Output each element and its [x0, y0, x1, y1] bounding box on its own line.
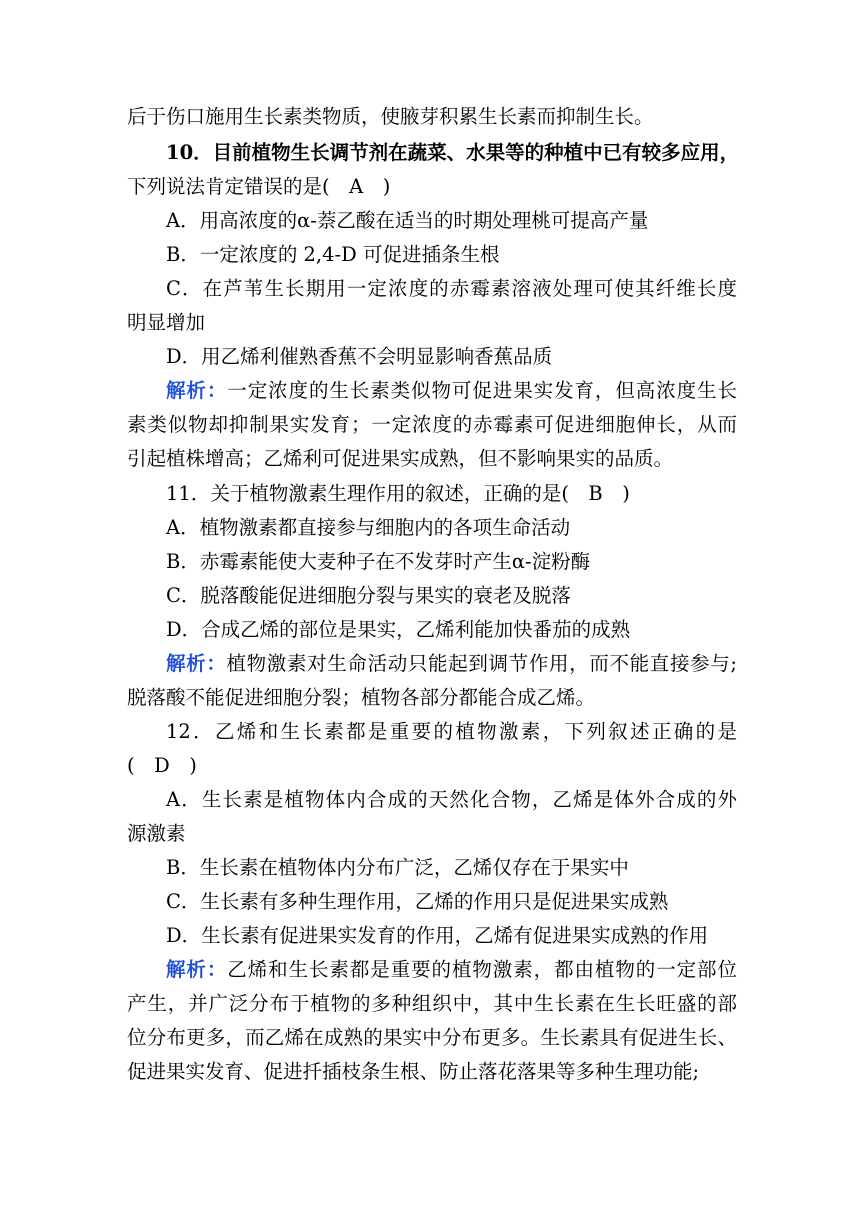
question-10-option-d: D．用乙烯利催熟香蕉不会明显影响香蕉品质 [166, 345, 553, 368]
question-10-option-c: C．在芦苇生长期用一定浓度的赤霉素溶液处理可使其纤维长度 [166, 277, 737, 300]
question-10-option-c-cont: 明显增加 [127, 311, 206, 334]
analysis-label: 解析： [166, 958, 228, 981]
text-line: 后于伤口施用生长素类物质，使腋芽积累生长素而抑制生长。 [127, 105, 654, 128]
question-11-option-d: D．合成乙烯的部位是果实，乙烯利能加快番茄的成熟 [166, 618, 631, 641]
question-10-option-b: B．一定浓度的 2,4-D 可促进插条生根 [166, 243, 500, 266]
question-11-stem: 11．关于植物激素生理作用的叙述，正确的是( B ) [166, 482, 630, 505]
question-12-option-a: A．生长素是植物体内合成的天然化合物，乙烯是体外合成的外 [166, 788, 737, 811]
question-11-analysis-cont: 脱落酸不能促进细胞分裂；植物各部分都能合成乙烯。 [127, 686, 596, 709]
question-10-stem: 10．目前植物生长调节剂在蔬菜、水果等的种植中已有较多应用， [166, 141, 740, 164]
question-10-stem-cont: 下列说法肯定错误的是( A ) [127, 175, 391, 198]
question-10-analysis-cont: 引起植株增高；乙烯利可促进果实成熟，但不影响果实的品质。 [127, 447, 674, 470]
question-11-analysis: 解析：植物激素对生命活动只能起到调节作用，而不能直接参与; [166, 652, 737, 675]
question-12-analysis-cont: 促进果实发育、促进扦插枝条生根、防止落花落果等多种生理功能; [127, 1060, 700, 1083]
question-12-option-a-cont: 源激素 [127, 822, 186, 845]
question-10-option-a: A．用高浓度的α-萘乙酸在适当的时期处理桃可提高产量 [166, 209, 649, 232]
question-12-option-d: D．生长素有促进果实发育的作用，乙烯有促进果实成熟的作用 [166, 924, 709, 947]
analysis-label: 解析： [166, 379, 228, 402]
question-10-analysis-cont: 素类似物却抑制果实发育；一定浓度的赤霉素可促进细胞伸长，从而 [127, 413, 737, 436]
question-11-option-b: B．赤霉素能使大麦种子在不发芽时产生α-淀粉酶 [166, 550, 591, 573]
question-10-analysis: 解析：一定浓度的生长素类似物可促进果实发育，但高浓度生长 [166, 379, 737, 402]
question-11-option-a: A．植物激素都直接参与细胞内的各项生命活动 [166, 516, 571, 539]
analysis-label: 解析： [166, 652, 227, 675]
question-12-option-c: C．生长素有多种生理作用，乙烯的作用只是促进果实成熟 [166, 890, 669, 913]
question-12-analysis-cont: 位分布更多，而乙烯在成熟的果实中分布更多。生长素具有促进生长、 [127, 1026, 737, 1049]
question-12-analysis: 解析：乙烯和生长素都是重要的植物激素，都由植物的一定部位 [166, 958, 737, 981]
question-11-option-c: C．脱落酸能促进细胞分裂与果实的衰老及脱落 [166, 584, 571, 607]
question-12-stem-cont: ( D ) [127, 754, 197, 777]
question-12-option-b: B．生长素在植物体内分布广泛，乙烯仅存在于果实中 [166, 856, 629, 879]
question-12-analysis-cont: 产生，并广泛分布于植物的多种组织中，其中生长素在生长旺盛的部 [127, 992, 737, 1015]
question-12-stem: 12．乙烯和生长素都是重要的植物激素，下列叙述正确的是 [166, 720, 737, 743]
